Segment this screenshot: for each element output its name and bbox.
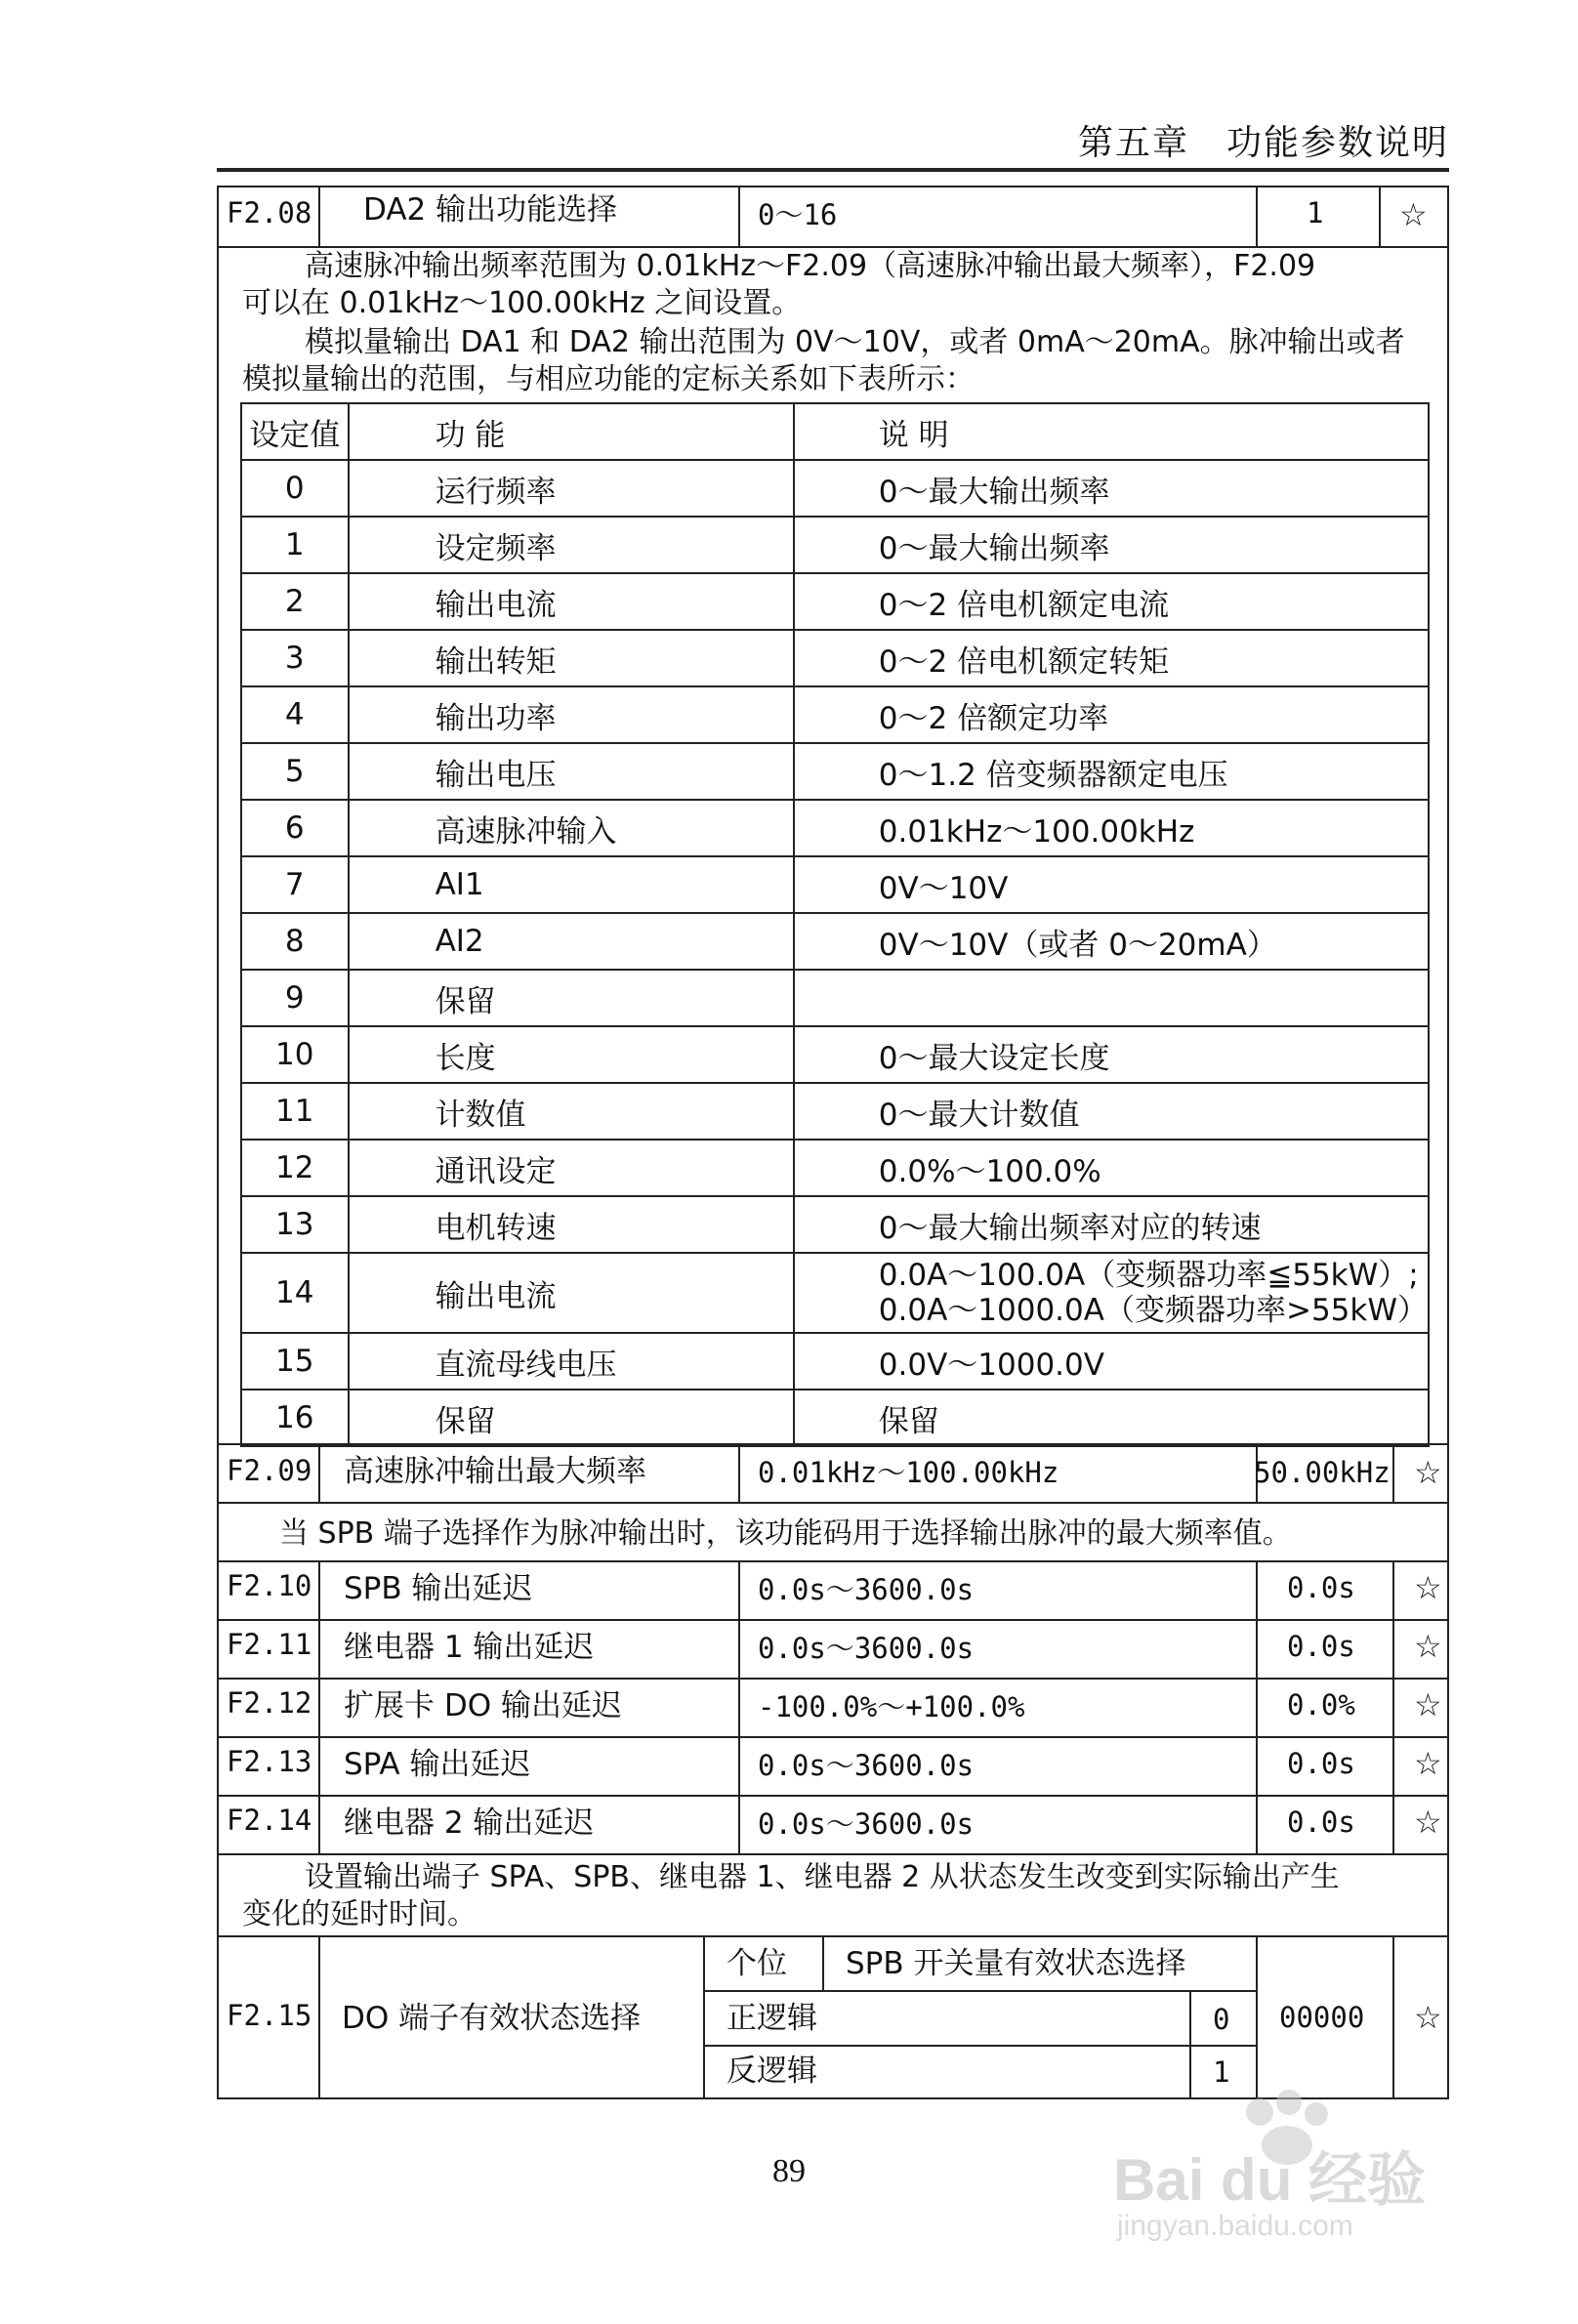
param-range: 0.0s～3600.0s bbox=[758, 1573, 975, 1606]
table-row bbox=[241, 1026, 1429, 1083]
option-label: 正逻辑 bbox=[727, 2001, 817, 2036]
table-header: 功 能 bbox=[349, 403, 794, 460]
function-name: AI1 bbox=[349, 856, 794, 913]
intro-text: 模拟量输出 DA1 和 DA2 输出范围为 0V～10V，或者 0mA～20mA。脉冲输出或者 bbox=[305, 325, 1405, 359]
table-row bbox=[241, 800, 1429, 856]
function-name: 运行频率 bbox=[349, 460, 794, 517]
setting-value: 6 bbox=[241, 800, 349, 856]
param-code: F2.08 bbox=[227, 196, 312, 229]
table-row bbox=[241, 1390, 1429, 1446]
row-divider bbox=[217, 1678, 1449, 1680]
modify-attr-star-icon: ☆ bbox=[1414, 1454, 1442, 1491]
param-code: F2.15 bbox=[227, 1999, 312, 2032]
function-name: 输出电流 bbox=[349, 573, 794, 630]
setting-value: 15 bbox=[241, 1333, 349, 1390]
function-name: 保留 bbox=[349, 1390, 794, 1446]
function-desc: 0.0%～100.0% bbox=[794, 1140, 1429, 1196]
function-name: 输出电流 bbox=[349, 1253, 794, 1333]
function-desc: 0～最大输出频率对应的转速 bbox=[794, 1196, 1429, 1253]
function-desc: 0～2 倍电机额定电流 bbox=[794, 573, 1429, 630]
table-row bbox=[241, 1196, 1429, 1253]
setting-value: 13 bbox=[241, 1196, 349, 1253]
col-divider bbox=[1392, 1443, 1394, 1502]
param-name: DO 端子有效状态选择 bbox=[342, 2001, 642, 2036]
function-desc-line: 0.0A～100.0A（变频器功率≦55kW）; bbox=[878, 1258, 1419, 1293]
col-divider bbox=[1392, 1935, 1394, 2099]
param-name: DA2 输出功能选择 bbox=[363, 192, 618, 228]
function-name: 通讯设定 bbox=[349, 1140, 794, 1196]
param-name: 扩展卡 DO 输出延迟 bbox=[344, 1688, 622, 1723]
col-divider bbox=[1256, 1935, 1258, 2099]
col-divider bbox=[738, 186, 740, 246]
option-value: 0 bbox=[1213, 2003, 1230, 2036]
function-name: 直流母线电压 bbox=[349, 1333, 794, 1390]
digit-label: 个位 bbox=[727, 1946, 787, 1981]
param-default: 0.0% bbox=[1287, 1688, 1355, 1722]
param-range: 0.0s～3600.0s bbox=[758, 1632, 975, 1665]
watermark-url: jingyan.baidu.com bbox=[1117, 2210, 1353, 2241]
param-default: 1 bbox=[1307, 196, 1324, 229]
function-name: 保留 bbox=[349, 970, 794, 1026]
col-divider bbox=[318, 1935, 320, 2099]
param-range: 0～16 bbox=[758, 198, 838, 231]
function-desc: 0～2 倍电机额定转矩 bbox=[794, 630, 1429, 686]
setting-value: 2 bbox=[241, 573, 349, 630]
table-row bbox=[241, 460, 1429, 517]
col-divider bbox=[738, 1560, 740, 1853]
setting-value: 12 bbox=[241, 1140, 349, 1196]
function-name: 输出转矩 bbox=[349, 630, 794, 686]
modify-attr-star-icon: ☆ bbox=[1414, 1804, 1442, 1841]
table-row bbox=[241, 1333, 1429, 1390]
param-range: 0.01kHz～100.00kHz bbox=[758, 1456, 1059, 1489]
function-name: 长度 bbox=[349, 1026, 794, 1083]
modify-attr-star-icon: ☆ bbox=[1414, 1999, 1442, 2036]
row-divider bbox=[703, 2045, 1256, 2047]
baidu-watermark bbox=[1113, 2085, 1465, 2241]
col-divider bbox=[1379, 186, 1381, 246]
col-divider bbox=[318, 1443, 320, 1502]
modify-attr-star-icon: ☆ bbox=[1414, 1745, 1442, 1782]
intro-text: 可以在 0.01kHz～100.00kHz 之间设置。 bbox=[242, 286, 802, 320]
setting-value: 16 bbox=[241, 1390, 349, 1446]
row-divider bbox=[217, 1502, 1449, 1504]
option-label: 反逻辑 bbox=[727, 2054, 817, 2089]
function-desc-line: 0.0A～1000.0A（变频器功率>55kW） bbox=[878, 1293, 1428, 1328]
option-value: 1 bbox=[1213, 2055, 1230, 2089]
setting-value: 4 bbox=[241, 686, 349, 743]
table-row bbox=[241, 573, 1429, 630]
table-header: 设定值 bbox=[241, 403, 349, 460]
table-row bbox=[241, 1083, 1429, 1140]
param-name: SPB 输出延迟 bbox=[344, 1571, 533, 1606]
page-number: 89 bbox=[772, 2153, 806, 2189]
function-desc bbox=[794, 1253, 1429, 1333]
function-desc: 保留 bbox=[794, 1390, 1429, 1446]
param-code: F2.13 bbox=[227, 1745, 312, 1778]
header-rule bbox=[217, 168, 1449, 172]
table-header-row bbox=[241, 403, 1429, 460]
col-divider bbox=[318, 1560, 320, 1853]
param-note: 当 SPB 端子选择作为脉冲输出时，该功能码用于选择输出脉冲的最大频率值。 bbox=[279, 1516, 1292, 1551]
table-row bbox=[241, 1253, 1429, 1333]
table-header: 说 明 bbox=[794, 403, 1429, 460]
function-name: 电机转速 bbox=[349, 1196, 794, 1253]
watermark-brand: Bai du 经验 bbox=[1113, 2147, 1427, 2213]
table-row bbox=[241, 1140, 1429, 1196]
intro-text: 高速脉冲输出频率范围为 0.01kHz～F2.09（高速脉冲输出最大频率），F2.09 bbox=[305, 249, 1316, 283]
param-default: 00000 bbox=[1279, 2001, 1365, 2034]
table-row bbox=[241, 856, 1429, 913]
row-divider bbox=[703, 1990, 1256, 1992]
row-divider bbox=[217, 1619, 1449, 1621]
function-desc: 0～最大计数值 bbox=[794, 1083, 1429, 1140]
modify-attr-star-icon: ☆ bbox=[1414, 1628, 1442, 1665]
function-desc: 0～最大输出频率 bbox=[794, 460, 1429, 517]
setting-value: 8 bbox=[241, 913, 349, 970]
param-range: 0.0s～3600.0s bbox=[758, 1807, 975, 1841]
chapter-title: 第五章 功能参数说明 bbox=[1077, 123, 1449, 163]
row-divider bbox=[217, 1795, 1449, 1797]
function-desc: 0V～10V（或者 0～20mA） bbox=[794, 913, 1429, 970]
function-desc: 0.0V～1000.0V bbox=[794, 1333, 1429, 1390]
table-row bbox=[241, 970, 1429, 1026]
function-desc: 0～1.2 倍变频器额定电压 bbox=[794, 743, 1429, 800]
param-code: F2.12 bbox=[227, 1686, 312, 1720]
table-row bbox=[241, 743, 1429, 800]
delay-note: 设置输出端子 SPA、SPB、继电器 1、继电器 2 从状态发生改变到实际输出产生 bbox=[305, 1860, 1340, 1894]
param-code: F2.14 bbox=[227, 1804, 312, 1837]
param-range: -100.0%～+100.0% bbox=[758, 1690, 1025, 1723]
row-divider bbox=[217, 1853, 1449, 1855]
function-name: 设定频率 bbox=[349, 517, 794, 573]
function-name: 高速脉冲输入 bbox=[349, 800, 794, 856]
col-divider bbox=[1256, 186, 1258, 246]
table-row bbox=[241, 686, 1429, 743]
row-divider bbox=[217, 1935, 1449, 1937]
setting-value: 3 bbox=[241, 630, 349, 686]
param-default: 0.0s bbox=[1287, 1630, 1355, 1663]
setting-value: 14 bbox=[241, 1253, 349, 1333]
function-desc: 0～2 倍额定功率 bbox=[794, 686, 1429, 743]
setting-value: 7 bbox=[241, 856, 349, 913]
param-code: F2.10 bbox=[227, 1569, 312, 1602]
col-divider bbox=[1256, 1560, 1258, 1853]
param-name: 继电器 2 输出延迟 bbox=[344, 1805, 595, 1841]
col-divider bbox=[703, 1935, 705, 2099]
function-name: 输出电压 bbox=[349, 743, 794, 800]
function-name: 计数值 bbox=[349, 1083, 794, 1140]
modify-attr-star-icon: ☆ bbox=[1414, 1686, 1442, 1723]
param-name: SPA 输出延迟 bbox=[344, 1747, 531, 1782]
function-desc bbox=[794, 970, 1429, 1026]
row-divider bbox=[217, 1560, 1449, 1562]
col-divider bbox=[822, 1935, 824, 1990]
param-range: 0.0s～3600.0s bbox=[758, 1749, 975, 1782]
param-default: 0.0s bbox=[1287, 1571, 1355, 1604]
setting-value: 9 bbox=[241, 970, 349, 1026]
delay-note: 变化的延时时间。 bbox=[242, 1897, 477, 1931]
digit-desc: SPB 开关量有效状态选择 bbox=[846, 1946, 1186, 1981]
param-code: F2.11 bbox=[227, 1628, 312, 1661]
modify-attr-star-icon: ☆ bbox=[1414, 1569, 1442, 1606]
param-default: 50.00kHz bbox=[1254, 1456, 1391, 1489]
table-row bbox=[241, 630, 1429, 686]
param-default: 0.0s bbox=[1287, 1805, 1355, 1839]
function-desc: 0～最大设定长度 bbox=[794, 1026, 1429, 1083]
scaling-table bbox=[240, 402, 1430, 1447]
setting-value: 11 bbox=[241, 1083, 349, 1140]
table-row bbox=[241, 913, 1429, 970]
param-code: F2.09 bbox=[227, 1454, 312, 1487]
setting-value: 0 bbox=[241, 460, 349, 517]
row-divider bbox=[217, 1736, 1449, 1738]
setting-value: 10 bbox=[241, 1026, 349, 1083]
col-divider bbox=[318, 186, 320, 246]
param-name: 高速脉冲输出最大频率 bbox=[344, 1454, 646, 1489]
col-divider bbox=[738, 1443, 740, 1502]
intro-text: 模拟量输出的范围，与相应功能的定标关系如下表所示： bbox=[242, 362, 975, 396]
setting-value: 1 bbox=[241, 517, 349, 573]
setting-value: 5 bbox=[241, 743, 349, 800]
param-default: 0.0s bbox=[1287, 1747, 1355, 1780]
function-desc: 0V～10V bbox=[794, 856, 1429, 913]
function-name: 输出功率 bbox=[349, 686, 794, 743]
param-name: 继电器 1 输出延迟 bbox=[344, 1630, 595, 1665]
table-row bbox=[241, 517, 1429, 573]
function-name: AI2 bbox=[349, 913, 794, 970]
baidu-paw-icon bbox=[1113, 2085, 1465, 2241]
function-desc: 0.01kHz～100.00kHz bbox=[794, 800, 1429, 856]
function-desc: 0～最大输出频率 bbox=[794, 517, 1429, 573]
col-divider bbox=[1392, 1560, 1394, 1853]
modify-attr-star-icon: ☆ bbox=[1399, 196, 1428, 233]
